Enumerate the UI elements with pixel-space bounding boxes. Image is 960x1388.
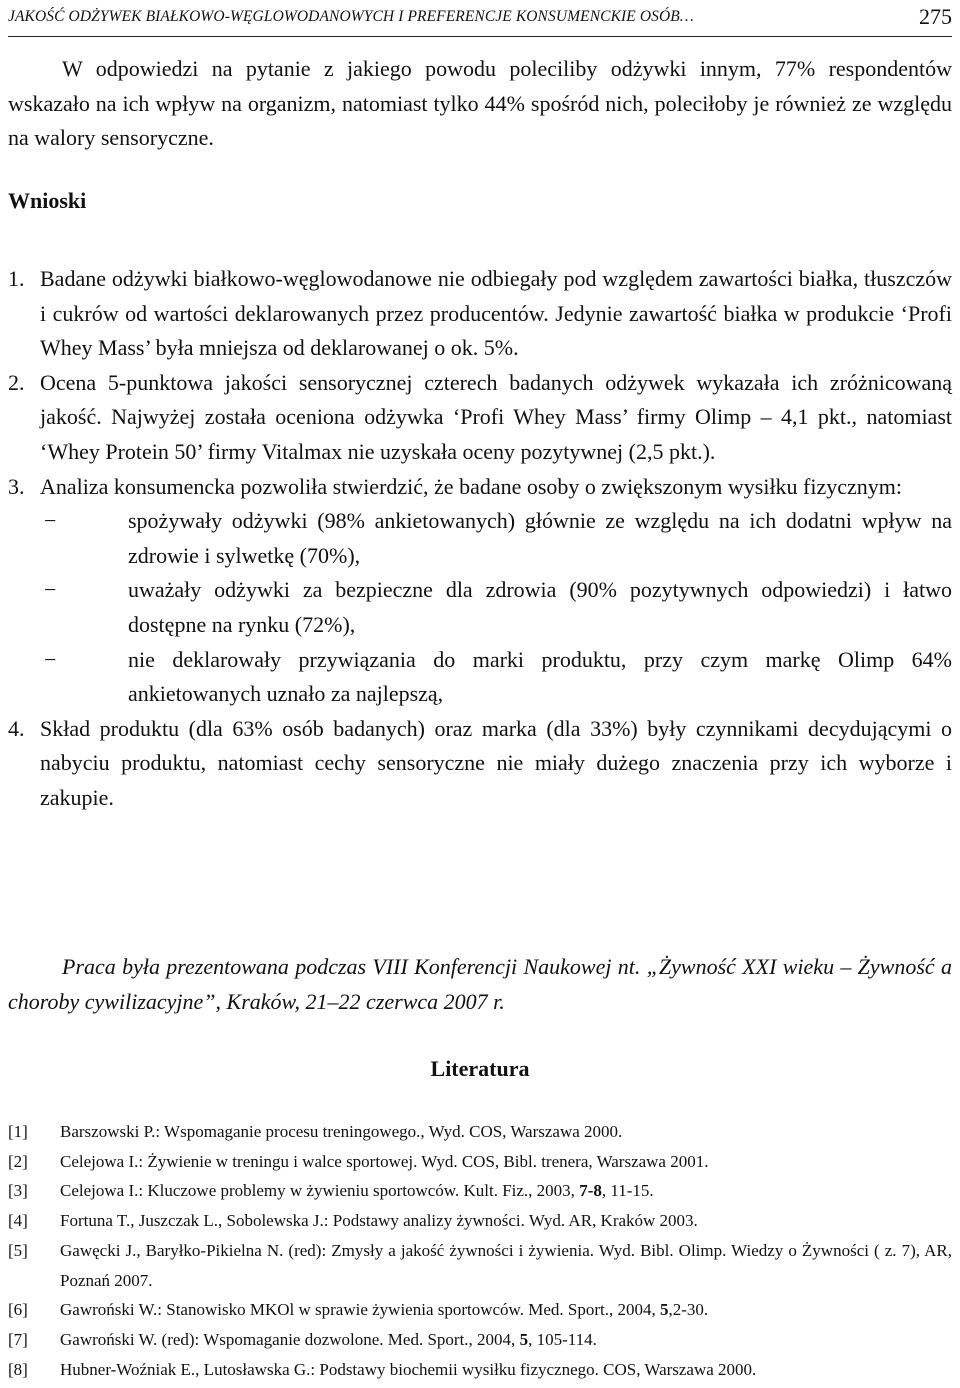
reference-text: Fortuna T., Juszczak L., Sobolewska J.: Podstawy analizy żywności. Wyd. AR, Kraków 2003.: [60, 1211, 698, 1231]
dash-bullet: −: [44, 508, 57, 534]
reference-volume: 5: [519, 1329, 529, 1349]
running-header: [8, 2, 952, 37]
reference-item: [8, 1236, 952, 1295]
sublist-text: nie deklarowały przywiązania do marki produktu, przy czym markę Olimp 64% ankietowanych uznało za najlepszą,: [128, 646, 952, 707]
reference-number: [2]: [8, 1151, 28, 1171]
reference-text: Gawęcki J., Baryłko-Pikielna N. (red): Zmysły a jakość żywności i żywienia. Wyd. Bibl. Olimp. Wiedzy o Żywności ( z. 7), AR, Poznań 2007.: [60, 1240, 952, 1290]
conclusion-text: Badane odżywki białkowo-węglowodanowe nie odbiegały pod względem zawartości białka, tłuszczów i cukrów od wartości deklarowanych przez producentów. Jedynie zawartość białka w produkcie ‘Profi Whey Mass’ była mniejsza od deklarowanej o ok. 5%.: [40, 266, 952, 361]
conclusion-sublist: [40, 504, 952, 712]
reference-text: Celejowa I.: Żywienie w treningu i walce sportowej. Wyd. COS, Bibl. trenera, Warszawa 2001.: [60, 1151, 709, 1171]
reference-number: [7]: [8, 1329, 28, 1349]
conclusion-item: [8, 262, 952, 366]
reference-volume: 5: [659, 1300, 669, 1320]
reference-text-part: Gawroński W.: Stanowisko MKOl w sprawie żywienia sportowców. Med. Sport., 2004,: [60, 1300, 660, 1320]
page-number: 275: [919, 4, 952, 29]
sublist-text: spożywały odżywki (98% ankietowanych) głównie ze względu na ich dodatni wpływ na zdrowie i sylwetkę (70%),: [128, 508, 952, 568]
reference-number: [6]: [8, 1300, 28, 1320]
reference-number: [1]: [8, 1122, 28, 1141]
reference-text: [60, 1330, 597, 1349]
section-heading: Wnioski: [8, 188, 87, 213]
reference-text-part: Gawroński W. (red): Wspomaganie dozwolone. Med. Sport., 2004,: [60, 1329, 520, 1349]
conclusion-number: 1.: [8, 266, 25, 291]
reference-item: [8, 1176, 952, 1206]
reference-item: [8, 1206, 952, 1236]
reference-text-part: , 11-15.: [601, 1181, 654, 1201]
dash-bullet: −: [44, 577, 57, 603]
conclusions-list: [8, 262, 952, 816]
running-title: JAKOŚĆ ODŻYWEK BIAŁKOWO-WĘGLOWODANOWYCH I PREFERENCJE KONSUMENCKIE OSÓB…: [8, 8, 694, 25]
reference-text: Hubner-Woźniak E., Lutosławska G.: Podstawy biochemii wysiłku fizycznego. COS, Warszawa 2000.: [60, 1359, 757, 1379]
conclusion-number: 2.: [8, 369, 25, 395]
reference-number: [8]: [8, 1359, 28, 1379]
reference-volume: 7-8: [579, 1181, 602, 1201]
references-list: [8, 1117, 952, 1384]
conclusion-text: Skład produktu (dla 63% osób badanych) oraz marka (dla 33%) były czynnikami decydującymi o nabyciu produktu, natomiast cechy sensoryczne nie miały dużego znaczenia przy ich wyborze i zakupie.: [40, 715, 952, 810]
reference-item: [8, 1325, 952, 1355]
reference-item: [8, 1295, 952, 1325]
reference-text-part: Celejowa I.: Kluczowe problemy w żywieniu sportowców. Kult. Fiz., 2003,: [60, 1181, 580, 1201]
reference-item: [8, 1117, 952, 1147]
conclusion-item: [8, 712, 952, 816]
reference-text-part: ,2-30.: [668, 1300, 709, 1320]
reference-item: [8, 1147, 952, 1177]
dash-bullet: −: [44, 646, 57, 672]
reference-number: [3]: [8, 1181, 28, 1201]
sublist-item: [40, 504, 952, 573]
acknowledgement-note: Praca była prezentowana podczas VIII Konferencji Naukowej nt. „Żywność XXI wieku – Żywność a choroby cywilizacyjne”, Kraków, 21–22 czerwca 2007 r.: [8, 954, 952, 1014]
reference-text: Barszowski P.: Wspomaganie procesu treningowego., Wyd. COS, Warszawa 2000.: [60, 1122, 623, 1141]
reference-number: [4]: [8, 1211, 28, 1231]
conclusion-number: 4.: [8, 715, 25, 741]
conclusion-item: [8, 366, 952, 470]
conclusion-text: Ocena 5-punktowa jakości sensorycznej czterech badanych odżywek wykazała ich zróżnicowaną jakość. Najwyżej została oceniona odżywka ‘Profi Whey Mass’ firmy Olimp – 4,1 pkt., natomiast ‘Whey Protein 50’ firmy Vitalmax nie uzyskała oceny pozytywnej (2,5 pkt.).: [40, 369, 952, 464]
reference-text: [60, 1181, 654, 1200]
conclusion-item: [8, 470, 952, 712]
intro-paragraph: W odpowiedzi na pytanie z jakiego powodu poleciliby odżywki innym, 77% respondentów wskazało na ich wpływ na organizm, natomiast tylko 44% spośród nich, poleciłoby je również ze względu na walory sensoryczne.: [8, 56, 952, 151]
reference-text-part: , 105-114.: [528, 1329, 597, 1349]
conclusion-text: Analiza konsumencka pozwoliła stwierdzić, że badane osoby o zwiększonym wysiłku fizycznym:: [40, 473, 903, 499]
reference-number: [5]: [8, 1240, 28, 1260]
sublist-item: [40, 643, 952, 712]
sublist-item: [40, 573, 952, 642]
references-heading: Literatura: [430, 1056, 530, 1081]
reference-item: [8, 1355, 952, 1385]
conclusion-number: 3.: [8, 473, 25, 499]
reference-text: [60, 1300, 708, 1319]
sublist-text: uważały odżywki za bezpieczne dla zdrowia (90% pozytywnych odpowiedzi) i łatwo dostępne na rynku (72%),: [128, 577, 952, 637]
